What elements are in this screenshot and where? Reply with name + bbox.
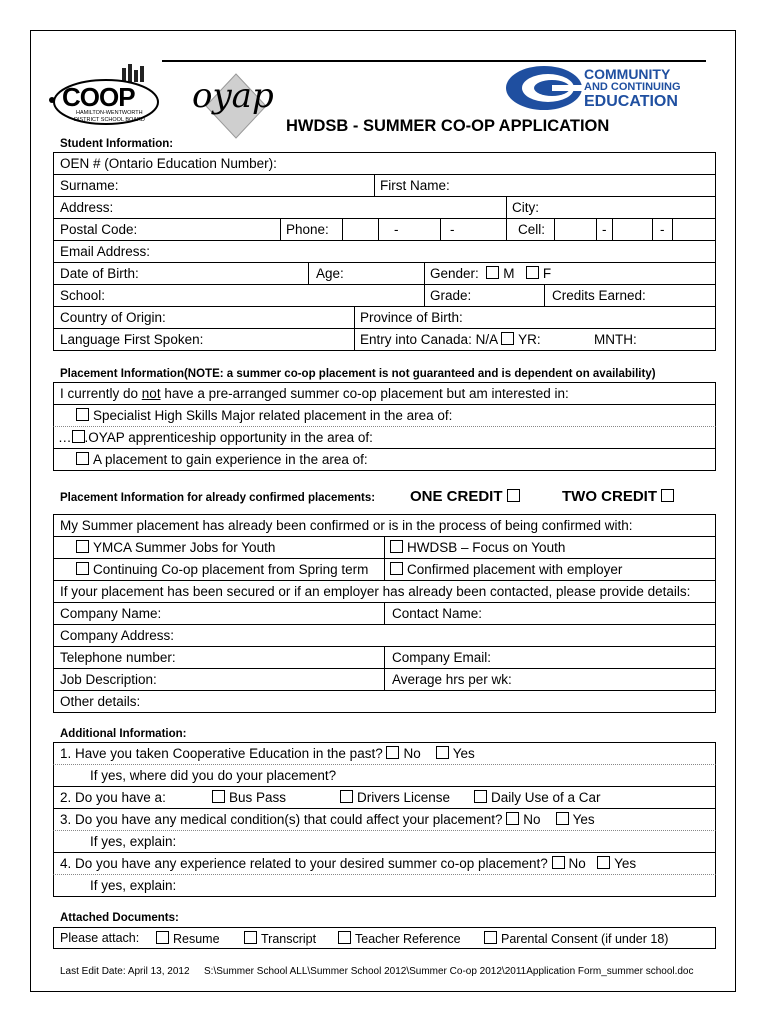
postal-label: Postal Code: [60,222,138,237]
gender-m-checkbox[interactable] [486,266,499,279]
row-placement-opt1 [53,404,716,426]
company-email-label: Company Email: [392,650,492,665]
surname-label: Surname: [60,178,119,193]
row-placement-opt2 [53,426,716,448]
row-confirmed-opt1 [53,536,716,558]
bus-pass-option: Bus Pass [212,790,286,805]
gender-label: Gender: M F [430,266,552,281]
row-q2 [53,786,716,808]
row-postal [53,218,716,240]
email-label: Email Address: [60,244,151,259]
row-name [53,174,716,196]
row-placement-opt3 [53,448,716,471]
ymca-option: YMCA Summer Jobs for Youth [76,540,275,555]
row-q4-explain [53,874,716,897]
mnth-label: MNTH: [594,332,637,347]
parental-consent-checkbox[interactable] [484,931,497,944]
header-rule [162,60,706,62]
employer-option: Confirmed placement with employer [390,562,622,577]
resume-checkbox[interactable] [156,931,169,944]
cell-label: Cell: [518,222,546,237]
transcript-checkbox[interactable] [244,931,257,944]
grade-label: Grade: [430,288,472,303]
page-title: HWDSB - SUMMER CO-OP APPLICATION [286,117,610,135]
hwdsb-option: HWDSB – Focus on Youth [390,540,565,555]
country-label: Country of Origin: [60,310,166,325]
cell-dash-1: - [602,222,607,237]
phone-dash-1: - [394,222,399,237]
row-q1 [53,742,716,764]
cce-line2: AND CONTINUING [584,81,681,93]
city-label: City: [512,200,539,215]
one-credit-checkbox[interactable] [507,489,520,502]
cce-line1: COMMUNITY [584,66,671,82]
license-option: Drivers License [340,790,450,805]
row-q3-explain [53,830,716,852]
row-company [53,602,716,624]
car-option: Daily Use of a Car [474,790,601,805]
hwdsb-checkbox[interactable] [390,540,403,553]
resume-option: Resume [156,931,220,946]
shsm-checkbox[interactable] [76,408,89,421]
q3-no-checkbox[interactable] [506,812,519,825]
row-attach [53,927,716,949]
q2: 2. Do you have a: [60,790,166,805]
cce-line3: EDUCATION [584,93,678,110]
q4-no-checkbox[interactable] [552,856,565,869]
experience-checkbox[interactable] [76,452,89,465]
contact-name-label: Contact Name: [392,606,483,621]
row-company-address [53,624,716,646]
first-name-label: First Name: [380,178,450,193]
q1-no-checkbox[interactable] [386,746,399,759]
placement-opt3: A placement to gain experience in the area of: [76,452,368,467]
q1-yes-checkbox[interactable] [436,746,449,759]
coop-logo [48,62,160,132]
phone-label: Phone: [286,222,329,237]
language-label: Language First Spoken: [60,332,204,347]
row-q4 [53,852,716,874]
teacher-reference-checkbox[interactable] [338,931,351,944]
credits-label: Credits Earned: [552,288,646,303]
teacher-reference-option: Teacher Reference [338,931,461,946]
car-checkbox[interactable] [474,790,487,803]
confirmed-heading: Placement Information for already confirmed placements: [60,492,376,504]
license-checkbox[interactable] [340,790,353,803]
row-email [53,240,716,262]
parental-consent-option: Parental Consent (if under 18) [484,931,668,946]
footer-edit-date: Last Edit Date: April 13, 2012 [60,966,190,977]
placement-opt2: … .OYAP apprenticeship opportunity in the area of: [58,430,373,445]
q4: 4. Do you have any experience related to your desired summer co-op placement? No Yes [60,856,637,871]
oyap-logo [186,72,276,142]
phone-dash-2: - [450,222,455,237]
gender-f-checkbox[interactable] [526,266,539,279]
attached-heading: Attached Documents: [60,912,179,924]
q3: 3. Do you have any medical condition(s) that could affect your placement? No Yes [60,812,595,827]
bus-pass-checkbox[interactable] [212,790,225,803]
two-credit-option: TWO CREDIT [562,488,678,505]
row-placement-intro [53,382,716,404]
row-address [53,196,716,218]
oen-label: OEN # (Ontario Education Number): [60,156,277,171]
row-q1-follow [53,764,716,786]
q3-yes-checkbox[interactable] [556,812,569,825]
cce-logo [504,64,710,112]
q3-explain: If yes, explain: [90,834,177,849]
entry-label: Entry into Canada: N/A YR: [360,332,541,347]
q4-explain: If yes, explain: [90,878,177,893]
two-credit-checkbox[interactable] [661,489,674,502]
job-desc-label: Job Description: [60,672,157,687]
row-school [53,284,716,306]
ymca-checkbox[interactable] [76,540,89,553]
row-country [53,306,716,328]
oyap-checkbox[interactable] [72,430,85,443]
age-label: Age: [316,266,344,281]
transcript-option: Transcript [244,931,316,946]
company-address-label: Company Address: [60,628,175,643]
telephone-label: Telephone number: [60,650,176,665]
row-job [53,668,716,690]
address-label: Address: [60,200,114,215]
oyap-logo-text: oyap [192,76,274,116]
continuing-checkbox[interactable] [76,562,89,575]
row-confirmed-opt2 [53,558,716,580]
placement-intro: I currently do not have a pre-arranged summer co-op placement but am interested in: [60,386,569,401]
student-heading: Student Information: [60,138,174,150]
coop-logo-sub2: DISTRICT SCHOOL BOARD [74,117,145,123]
other-details-label: Other details: [60,694,141,709]
avg-hrs-label: Average hrs per wk: [392,672,512,687]
placement-opt1: Specialist High Skills Major related placement in the area of: [76,408,452,423]
dob-label: Date of Birth: [60,266,139,281]
continuing-option: Continuing Co-op placement from Spring term [76,562,368,577]
details-label: If your placement has been secured or if an employer has already been contacted, please provide details: [60,584,691,599]
row-other [53,690,716,713]
q1: 1. Have you taken Cooperative Education in the past? No Yes [60,746,475,761]
entry-na-checkbox[interactable] [501,332,514,345]
footer-path: S:\Summer School ALL\Summer School 2012\Summer Co-op 2012\2011Application Form_summer school.doc [204,966,694,977]
placement-heading: Placement Information(NOTE: a summer co-op placement is not guaranteed and is dependent on availability) [60,368,656,380]
confirmed-intro: My Summer placement has already been confirmed or is in the process of being confirmed with: [60,518,633,533]
province-label: Province of Birth: [360,310,463,325]
school-label: School: [60,288,106,303]
row-details [53,580,716,602]
coop-logo-sub1: HAMILTON-WENTWORTH [76,110,143,116]
coop-logo-text: COOP [62,82,135,112]
row-dob [53,262,716,284]
row-language [53,328,716,351]
company-name-label: Company Name: [60,606,162,621]
row-confirmed-intro [53,514,716,536]
additional-heading: Additional Information: [60,728,187,740]
please-attach-label: Please attach: [60,931,140,945]
row-q3 [53,808,716,830]
cell-dash-2: - [660,222,665,237]
row-oen [53,152,716,174]
q1-follow: If yes, where did you do your placement? [90,768,337,783]
q4-yes-checkbox[interactable] [597,856,610,869]
employer-checkbox[interactable] [390,562,403,575]
one-credit-option: ONE CREDIT [410,488,524,505]
row-telephone [53,646,716,668]
